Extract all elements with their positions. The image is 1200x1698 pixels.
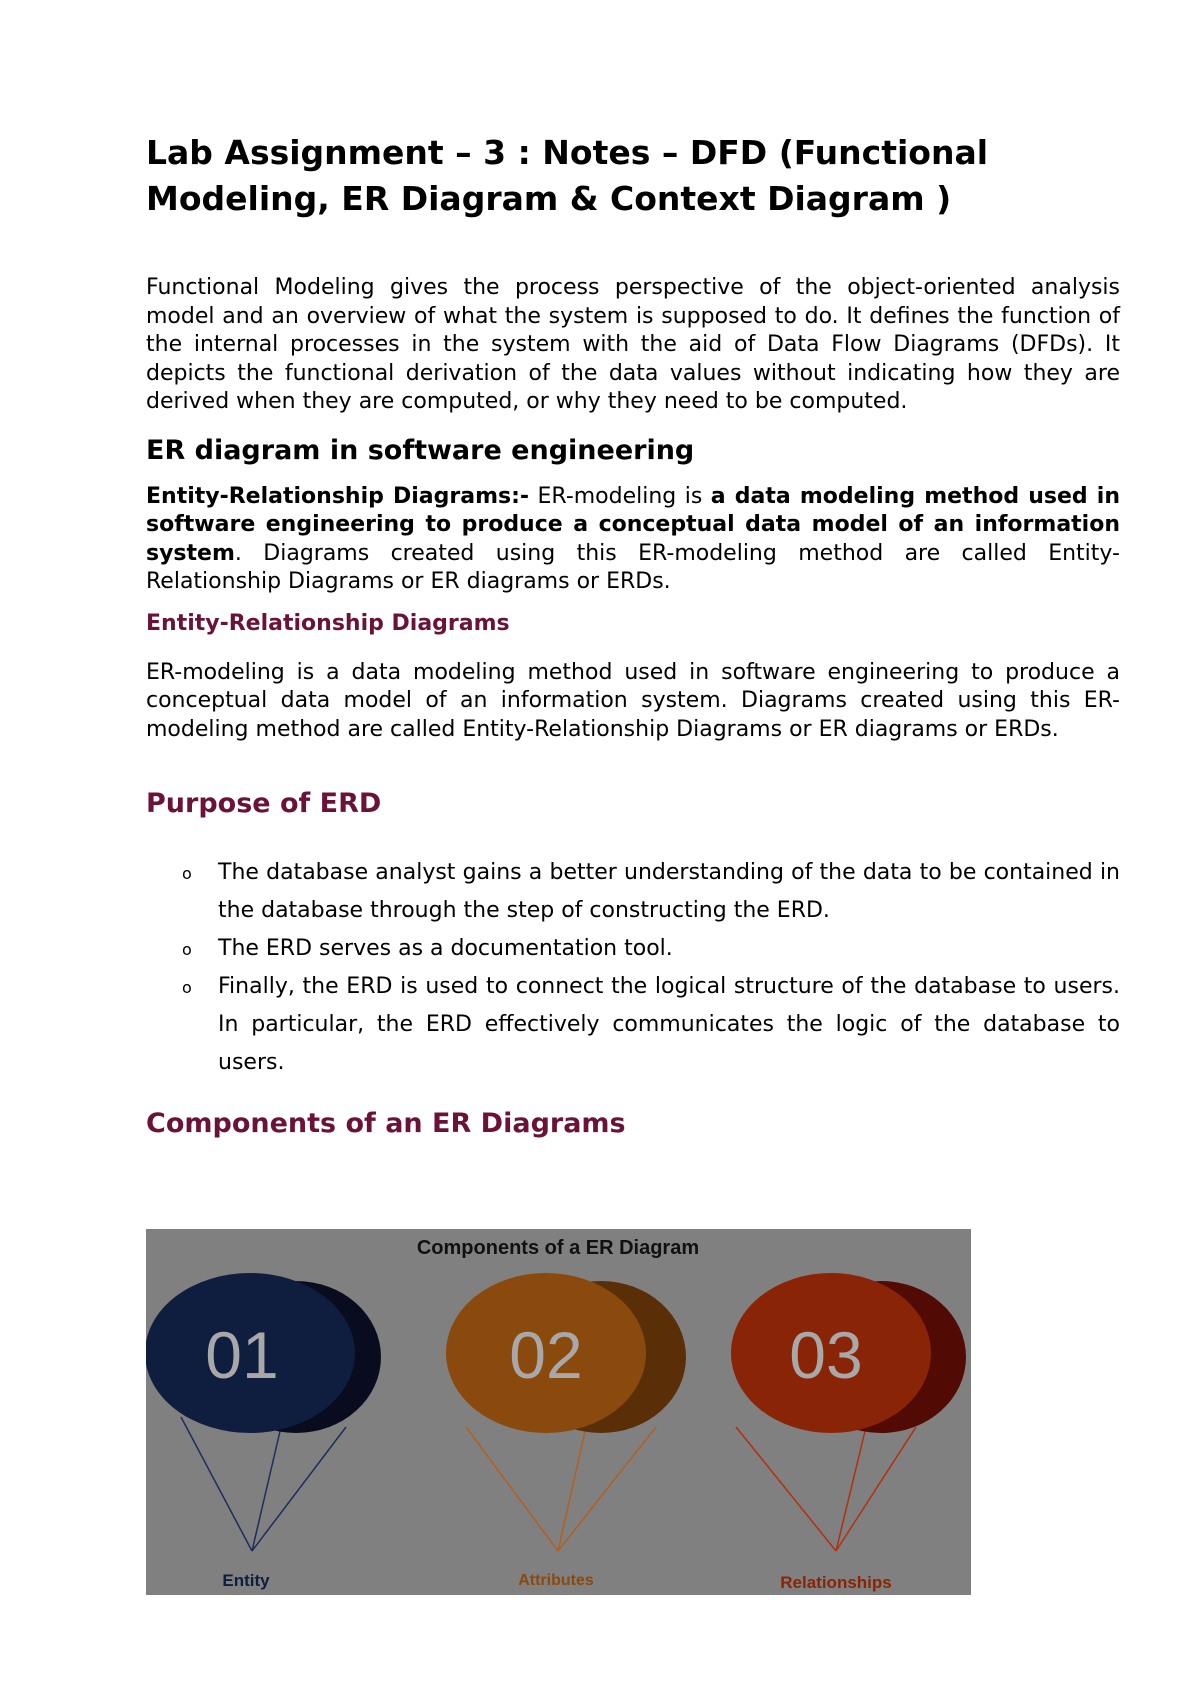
bullet-icon: o [182, 940, 192, 959]
er-definition-bold: a data modeling method used in software engineering to produce a conceptual data model of an information system [146, 483, 1121, 566]
purpose-list [146, 854, 1120, 1082]
figure-title: Components of a ER Diagram [416, 1237, 700, 1259]
list-item: o The ERD serves as a documentation tool. [218, 930, 1120, 968]
er-definition-text: ER-modeling is [529, 483, 711, 509]
component-number: 02 [509, 1318, 583, 1392]
document-title [146, 130, 1120, 222]
purpose-heading: Purpose of ERD [146, 788, 382, 819]
er-section-heading: ER diagram in software engineering [146, 434, 695, 466]
components-heading: Components of an ER Diagrams [146, 1108, 626, 1139]
document-title-line2: Modeling, ER Diagram & Context Diagram ) [146, 179, 952, 218]
er-subheading: Entity-Relationship Diagrams [146, 610, 510, 636]
bullet-icon: o [182, 978, 192, 997]
er-body-paragraph: ER-modeling is a data modeling method used in software engineering to produce a conceptual data model of an information system. Diagrams created using this ER-modeling method are called Entity-Relationship Diagrams or ER diagrams or ERDs. [146, 659, 1120, 742]
document-page [146, 130, 1120, 1144]
component-label: Relationships [780, 1573, 892, 1592]
er-definition-text-end: . Diagrams created using this ER-modeling method are called Entity-Relationship Diagrams or ER diagrams or ERDs. [146, 540, 1120, 594]
er-components-illustration [146, 1229, 971, 1595]
component-label: Entity [222, 1571, 270, 1590]
er-definition-label: Entity-Relationship Diagrams:- [146, 483, 530, 509]
er-components-figure [146, 1229, 971, 1595]
er-definition-paragraph [146, 483, 1120, 597]
document-title-line1: Lab Assignment – 3 : Notes – DFD (Functional [146, 133, 989, 172]
list-item: o The database analyst gains a better understanding of the data to be contained in the database through the step of constructing the ERD. [218, 854, 1120, 930]
bullet-icon: o [182, 864, 192, 883]
intro-paragraph: Functional Modeling gives the process perspective of the object-oriented analysis model and an overview of what the system is supposed to do. It defines the function of the internal processes in the system with the aid of Data Flow Diagrams (DFDs). It depicts the functional derivation of the data values without indicating how they are derived when they are computed, or why they need to be computed. [146, 275, 1120, 414]
list-item: o Finally, the ERD is used to connect the logical structure of the database to users. In particular, the ERD effectively communicates the logic of the database to users. [218, 968, 1120, 1082]
component-number: 01 [205, 1318, 279, 1392]
component-label: Attributes [518, 1572, 594, 1589]
component-number: 03 [789, 1318, 863, 1392]
